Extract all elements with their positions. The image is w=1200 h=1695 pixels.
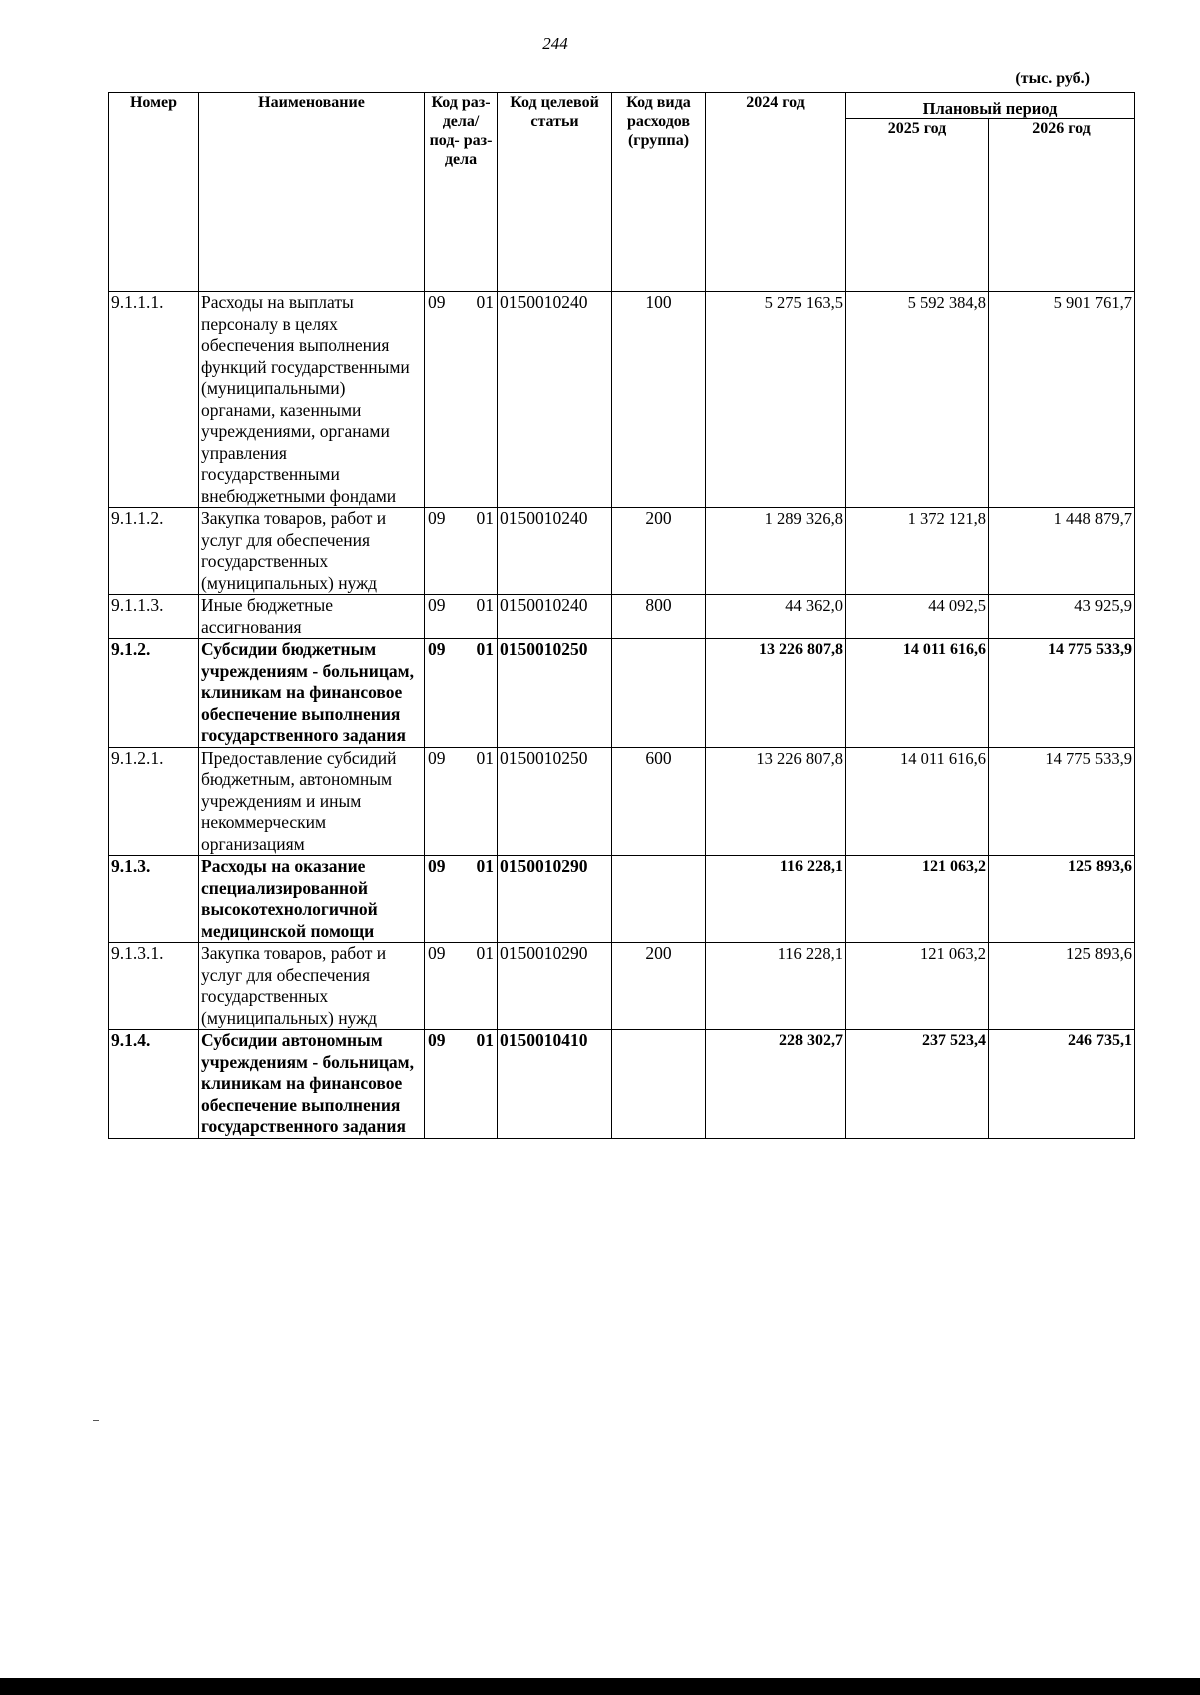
- row-number: 9.1.2.1.: [109, 747, 199, 856]
- row-amount-2024: 44 362,0: [706, 595, 846, 639]
- row-amount-2025: 5 592 384,8: [846, 292, 989, 508]
- row-podrazdel: 01: [476, 508, 494, 528]
- table-header-row: [109, 93, 1135, 119]
- row-kod-vida: 800: [612, 595, 706, 639]
- row-name: Закупка товаров, работ и услуг для обеспечения государственных (муниципальных) нужд: [199, 943, 425, 1030]
- header-kod-razdela: Код раз- дела/ под- раз- дела: [425, 93, 498, 292]
- row-razdel: 09: [428, 639, 446, 659]
- row-amount-2026: 5 901 761,7: [989, 292, 1135, 508]
- row-podrazdel: 01: [476, 856, 494, 876]
- row-kod-vida: [612, 856, 706, 943]
- row-kod-razdela: [425, 508, 498, 595]
- header-year-2025: 2025 год: [846, 119, 989, 292]
- table-row: [109, 292, 1135, 508]
- row-kod-razdela: [425, 1030, 498, 1139]
- row-number: 9.1.2.: [109, 639, 199, 748]
- row-razdel: 09: [428, 292, 446, 312]
- table-row: [109, 508, 1135, 595]
- row-name: Предоставление субсидий бюджетным, автономным учреждениям и иным некоммерческим организациям: [199, 747, 425, 856]
- header-year-2026: 2026 год: [989, 119, 1135, 292]
- row-amount-2025: 44 092,5: [846, 595, 989, 639]
- row-amount-2024: 13 226 807,8: [706, 747, 846, 856]
- row-amount-2024: 116 228,1: [706, 856, 846, 943]
- row-amount-2024: 1 289 326,8: [706, 508, 846, 595]
- row-amount-2025: 1 372 121,8: [846, 508, 989, 595]
- row-kod-razdela: [425, 856, 498, 943]
- row-kod-razdela: [425, 943, 498, 1030]
- row-amount-2025: 237 523,4: [846, 1030, 989, 1139]
- row-amount-2026: 43 925,9: [989, 595, 1135, 639]
- row-kod-tselevoy: 0150010240: [498, 595, 612, 639]
- row-amount-2025: 14 011 616,6: [846, 639, 989, 748]
- row-podrazdel: 01: [476, 639, 494, 659]
- table-row: [109, 595, 1135, 639]
- row-kod-vida: [612, 639, 706, 748]
- row-kod-tselevoy: 0150010410: [498, 1030, 612, 1139]
- row-razdel: 09: [428, 943, 446, 963]
- row-name: Иные бюджетные ассигнования: [199, 595, 425, 639]
- row-number: 9.1.4.: [109, 1030, 199, 1139]
- page-number: 244: [542, 34, 568, 53]
- row-number: 9.1.3.1.: [109, 943, 199, 1030]
- row-kod-vida: 200: [612, 508, 706, 595]
- row-amount-2024: 116 228,1: [706, 943, 846, 1030]
- row-kod-tselevoy: 0150010240: [498, 508, 612, 595]
- row-amount-2025: 121 063,2: [846, 856, 989, 943]
- row-razdel: 09: [428, 856, 446, 876]
- row-name: Субсидии автономным учреждениям - больницам, клиникам на финансовое обеспечение выполнения государственного задания: [199, 1030, 425, 1139]
- row-razdel: 09: [428, 508, 446, 528]
- row-amount-2026: 125 893,6: [989, 943, 1135, 1030]
- row-number: 9.1.1.3.: [109, 595, 199, 639]
- row-kod-tselevoy: 0150010290: [498, 943, 612, 1030]
- row-amount-2026: 125 893,6: [989, 856, 1135, 943]
- row-razdel: 09: [428, 747, 446, 768]
- row-kod-tselevoy: 0150010250: [498, 639, 612, 748]
- table-body: [109, 292, 1135, 1139]
- row-kod-razdela: [425, 639, 498, 748]
- row-kod-razdela: [425, 595, 498, 639]
- row-kod-razdela: [425, 292, 498, 508]
- row-name: Закупка товаров, работ и услуг для обеспечения государственных (муниципальных) нужд: [199, 508, 425, 595]
- table-row: [109, 856, 1135, 943]
- row-amount-2024: 13 226 807,8: [706, 639, 846, 748]
- row-amount-2026: 14 775 533,9: [989, 747, 1135, 856]
- row-amount-2026: 14 775 533,9: [989, 639, 1135, 748]
- row-podrazdel: 01: [476, 292, 494, 312]
- header-kod-vida: Код вида расходов (группа): [612, 93, 706, 292]
- header-year-2024: 2024 год: [706, 93, 846, 292]
- header-name: Наименование: [199, 93, 425, 292]
- row-podrazdel: 01: [476, 943, 494, 963]
- row-kod-tselevoy: 0150010240: [498, 292, 612, 508]
- row-amount-2024: 5 275 163,5: [706, 292, 846, 508]
- row-kod-tselevoy: 0150010290: [498, 856, 612, 943]
- row-name: Расходы на выплаты персоналу в целях обеспечения выполнения функций государственными (муниципальными) органами, казенными учреждениями, органами управления государственными внебюджетными фондами: [199, 292, 425, 508]
- row-name: Расходы на оказание специализированной высокотехнологичной медицинской помощи: [199, 856, 425, 943]
- header-planned-period: Плановый период: [846, 93, 1135, 119]
- header-kod-tselevoy: Код целевой статьи: [498, 93, 612, 292]
- row-name: Субсидии бюджетным учреждениям - больницам, клиникам на финансовое обеспечение выполнения государственного задания: [199, 639, 425, 748]
- row-amount-2025: 14 011 616,6: [846, 747, 989, 856]
- row-number: 9.1.1.1.: [109, 292, 199, 508]
- table-row: [109, 747, 1135, 856]
- row-kod-vida: 200: [612, 943, 706, 1030]
- row-razdel: 09: [428, 1030, 446, 1050]
- row-amount-2024: 228 302,7: [706, 1030, 846, 1139]
- row-podrazdel: 01: [476, 595, 494, 615]
- row-kod-razdela: [425, 747, 498, 856]
- row-kod-vida: [612, 1030, 706, 1139]
- header-nomer: Номер: [109, 93, 199, 292]
- row-kod-tselevoy: 0150010250: [498, 747, 612, 856]
- table-row: [109, 1030, 1135, 1139]
- budget-table: [108, 92, 1135, 1139]
- row-amount-2026: 1 448 879,7: [989, 508, 1135, 595]
- scan-bottom-border: [0, 1678, 1200, 1695]
- row-podrazdel: 01: [476, 1030, 494, 1050]
- row-amount-2025: 121 063,2: [846, 943, 989, 1030]
- row-kod-vida: 600: [612, 747, 706, 856]
- table-row: [109, 943, 1135, 1030]
- row-razdel: 09: [428, 595, 446, 615]
- units-label: (тыс. руб.): [1015, 70, 1090, 87]
- table-row: [109, 639, 1135, 748]
- row-number: 9.1.3.: [109, 856, 199, 943]
- row-number: 9.1.1.2.: [109, 508, 199, 595]
- row-kod-vida: 100: [612, 292, 706, 508]
- scan-mark: [93, 1420, 99, 1421]
- row-amount-2026: 246 735,1: [989, 1030, 1135, 1139]
- row-podrazdel: 01: [476, 747, 494, 768]
